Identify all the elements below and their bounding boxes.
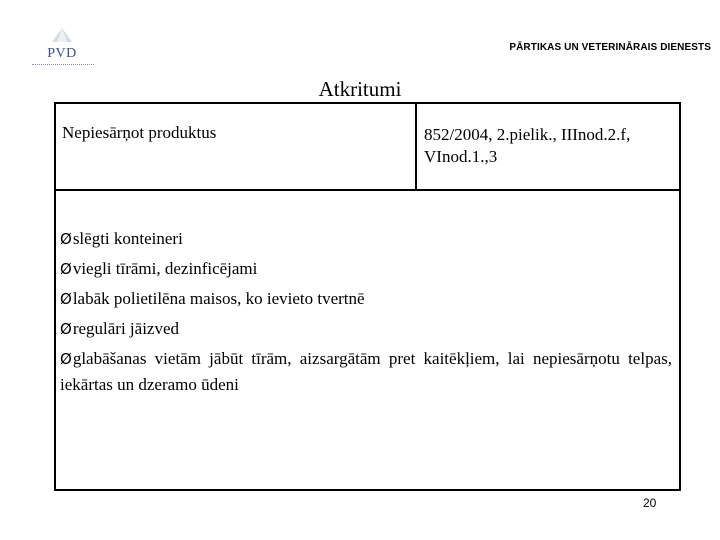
logo-text: PVD bbox=[47, 46, 77, 61]
list-item-text: slēgti konteineri bbox=[72, 229, 183, 248]
list-item bbox=[60, 346, 672, 398]
organization-name: PĀRTIKAS UN VETERINĀRAIS DIENESTS bbox=[509, 42, 711, 53]
table-cell-requirement: Nepiesārņot produktus bbox=[62, 123, 217, 142]
bullet-list bbox=[60, 224, 672, 398]
list-item bbox=[60, 314, 672, 344]
list-item bbox=[60, 284, 672, 314]
table-bottom-border bbox=[54, 189, 681, 191]
arrow-bullet-icon: Ø bbox=[60, 290, 72, 308]
list-item-text: labāk polietilēna maisos, ko ievieto tvertnē bbox=[72, 289, 365, 308]
arrow-bullet-icon: Ø bbox=[60, 260, 72, 278]
arrow-bullet-icon: Ø bbox=[60, 230, 72, 248]
slide-title: Atkritumi bbox=[318, 77, 402, 101]
list-item bbox=[60, 254, 672, 284]
page-number: 20 bbox=[643, 496, 657, 510]
list-item bbox=[60, 224, 672, 254]
list-item-text: glabāšanas vietām jābūt tīrām, aizsargātām pret kaitēkļiem, lai nepiesārņotu telpas, iekārtas un dzeramo ūdeni bbox=[60, 349, 672, 394]
pvd-logo bbox=[30, 26, 94, 72]
table-cell-reference: 852/2004, 2.pielik., IIInod.2.f, VInod.1.,3 bbox=[424, 125, 631, 166]
arrow-bullet-icon: Ø bbox=[60, 350, 72, 368]
table-column-divider bbox=[415, 102, 417, 190]
logo-subtext-line bbox=[32, 64, 94, 67]
arrow-bullet-icon: Ø bbox=[60, 320, 72, 338]
list-item-text: viegli tīrāmi, dezinficējami bbox=[72, 259, 258, 278]
list-item-text: regulāri jāizved bbox=[72, 319, 180, 338]
